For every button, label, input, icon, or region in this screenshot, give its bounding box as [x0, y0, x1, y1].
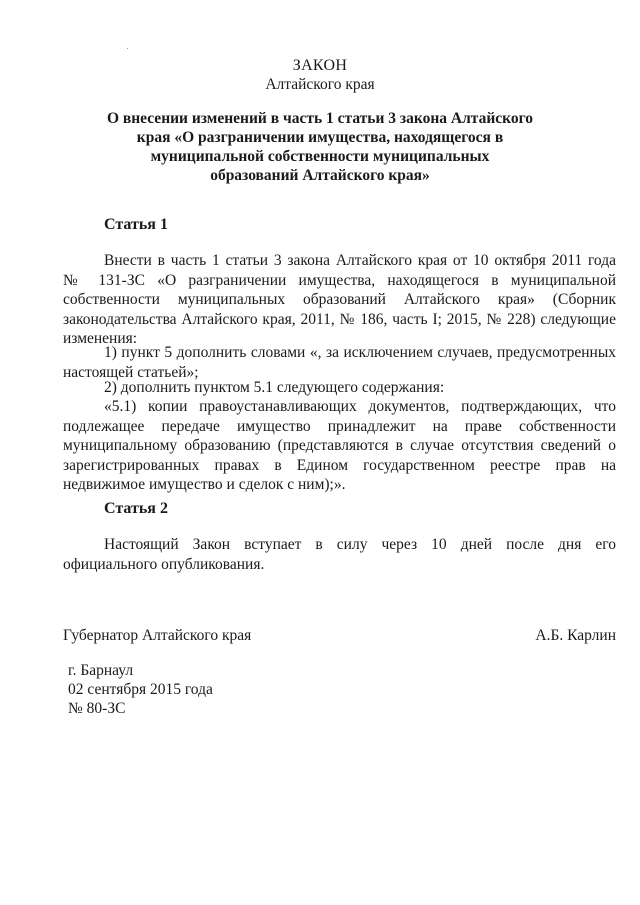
scan-speck: [127, 48, 128, 49]
article-1-item-1: [63, 343, 616, 382]
document-type: ЗАКОН: [292, 57, 348, 74]
paragraph-line: законодательства Алтайского края, 2011, № 186, часть I; 2015, № 228) следующие: [63, 310, 616, 328]
article-1-intro: [63, 251, 616, 349]
paragraph-line: муниципальному образованию (представляются в случае отсутствия сведений о: [63, 437, 616, 454]
law-title-line: О внесении изменений в часть 1 статьи 3 закона Алтайского: [106, 110, 534, 127]
paragraph-line: 2) дополнить пунктом 5.1 следующего содержания:: [104, 379, 445, 396]
article-1-heading: Статья 1: [104, 216, 168, 233]
signatory-name: А.Б. Карлин: [535, 627, 616, 644]
paragraph-line: 1) пункт 5 дополнить словами «, за исключением случаев, предусмотренных: [104, 344, 616, 361]
law-title-line: муниципальной собственности муниципальных: [150, 148, 490, 165]
paragraph-line: «5.1) копии правоустанавливающих документов, подтверждающих, что: [104, 398, 616, 415]
paragraph-line: подлежащее передаче имущество принадлежит на праве собственности: [63, 417, 616, 435]
paragraph-line: настоящей статьей»;: [63, 363, 199, 381]
article-2-heading: Статья 2: [104, 500, 168, 517]
adoption-details: [68, 661, 213, 718]
paragraph-line: собственности муниципальных образований Алтайского края» (Сборник: [63, 291, 616, 308]
article-1-item-2: [63, 378, 616, 398]
law-title-line: края «О разграничении имущества, находящегося в: [136, 129, 504, 146]
adoption-city: г. Барнаул: [68, 662, 134, 679]
paragraph-line: № 131-ЗС «О разграничении имущества, находящегося в муниципальной: [63, 271, 616, 289]
paragraph-line: официального опубликования.: [63, 555, 265, 573]
paragraph-line: Внести в часть 1 статьи 3 закона Алтайского края от 10 октября 2011 года: [104, 252, 616, 269]
law-number: № 80-ЗС: [68, 700, 126, 717]
article-1-item-2-text: [63, 397, 616, 495]
signatory-position: Губернатор Алтайского края: [63, 627, 252, 644]
adoption-date: 02 сентября 2015 года: [68, 681, 213, 698]
article-2-text: [63, 535, 616, 574]
paragraph-line: Настоящий Закон вступает в силу через 10 дней после дня его: [104, 536, 616, 553]
paragraph-line: зарегистрированных правах в Едином государственном реестре прав на: [63, 456, 616, 474]
paragraph-line: недвижимое имущество и сделок с ним);».: [63, 476, 346, 493]
law-title-line: образований Алтайского края»: [210, 167, 430, 184]
document-region: Алтайского края: [265, 76, 375, 93]
paragraph-line: изменения:: [63, 330, 138, 347]
law-title: [100, 109, 540, 185]
